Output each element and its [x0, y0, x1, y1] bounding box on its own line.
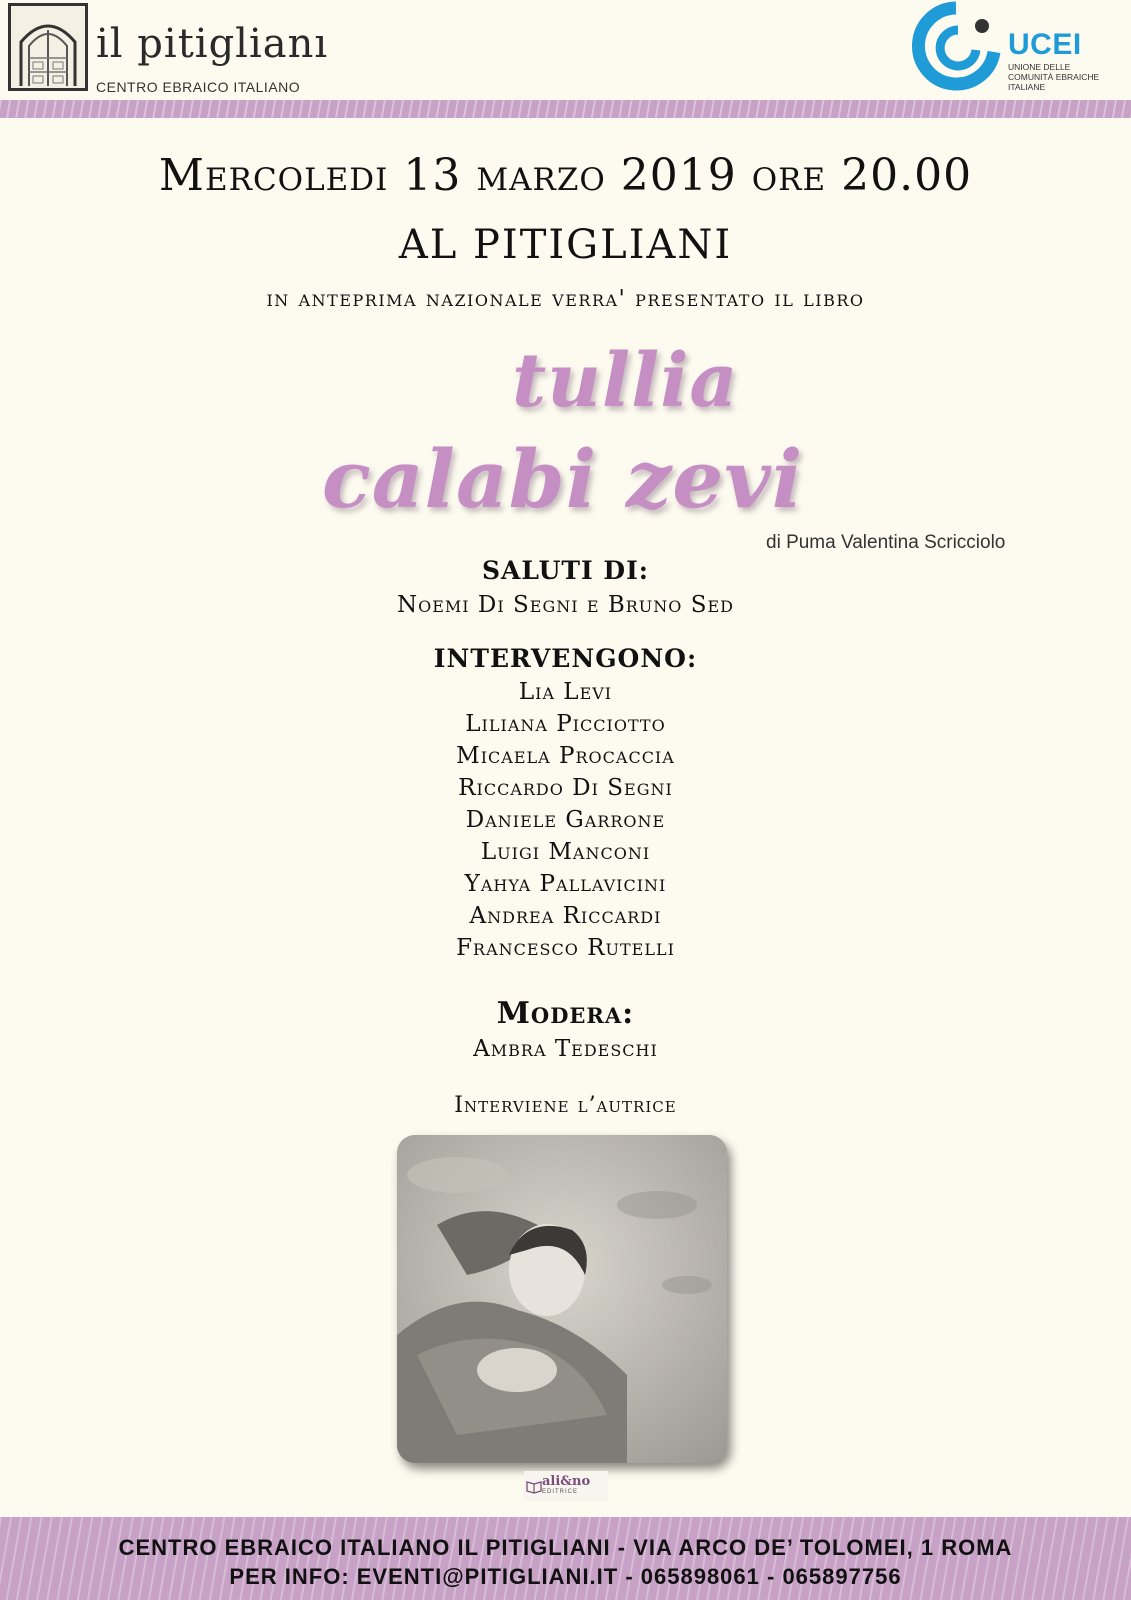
- speaker-name: Andrea Riccardi: [469, 903, 662, 929]
- event-date: Mercoledi 13 marzo 2019 ore 20.00: [158, 150, 973, 201]
- footer-info: PER INFO: EVENTI@PITIGLIANI.IT - 065898061 - 065897756: [229, 1564, 902, 1589]
- ucei-blue-swirl-logo-icon: [912, 0, 1012, 92]
- speakers-list: [0, 676, 1131, 964]
- speakers-label: INTERVENGONO:: [433, 644, 698, 673]
- author-photo: [397, 1135, 727, 1463]
- ucei-logo-subtitle: [1008, 62, 1118, 92]
- pitigliani-logo-name: il pitiglianı: [96, 21, 329, 67]
- top-decorative-band: [0, 100, 1131, 118]
- pitigliani-logo-subtitle: CENTRO EBRAICO ITALIANO: [96, 79, 301, 95]
- moderator-name: Ambra Tedeschi: [473, 1036, 658, 1062]
- ucei-logo: [912, 0, 1127, 98]
- footer-address: CENTRO EBRAICO ITALIANO IL PITIGLIANI - VIA ARCO DE’ TOLOMEI, 1 ROMA: [118, 1535, 1013, 1560]
- poster-header: [0, 0, 1131, 102]
- publisher-subtitle: EDITRICE: [542, 1489, 579, 1495]
- speaker-name: Francesco Rutelli: [456, 935, 675, 961]
- book-title-line2: calabi zevi: [322, 432, 804, 526]
- ucei-subtitle-line: ITALIANE: [1008, 82, 1046, 92]
- publisher-name: ali&no: [542, 1474, 591, 1489]
- speaker-name: Micaela Procaccia: [456, 743, 675, 769]
- speaker-name: Lia Levi: [518, 679, 613, 705]
- pitigliani-logo: [8, 3, 338, 95]
- ucei-subtitle-line: UNIONE DELLE: [1008, 62, 1071, 72]
- ucei-logo-name: UCEI: [1008, 28, 1082, 61]
- event-venue: AL PITIGLIANI: [398, 222, 733, 268]
- speaker-name: Liliana Picciotto: [465, 711, 666, 737]
- speaker-name: Yahya Pallavicini: [464, 871, 667, 897]
- ucei-subtitle-line: COMUNITÀ EBRAICHE: [1008, 72, 1100, 82]
- moderator-label: Modera:: [496, 996, 635, 1031]
- speaker-name: Luigi Manconi: [480, 839, 651, 865]
- book-author: di Puma Valentina Scricciolo: [766, 532, 1006, 553]
- greetings-names: Noemi Di Segni e Bruno Sed: [397, 592, 734, 618]
- speaker-name: Daniele Garrone: [465, 807, 666, 833]
- publisher-logo: [524, 1471, 608, 1501]
- book-title-line1: tullia: [512, 338, 739, 424]
- arched-doorway-logo-icon: [8, 3, 88, 91]
- greetings-label: SALUTI DI:: [481, 556, 650, 585]
- speaker-name: Riccardo Di Segni: [458, 775, 673, 801]
- open-book-icon: [526, 1478, 542, 1494]
- author-note: Interviene l’autrice: [454, 1093, 677, 1118]
- event-preview-line: in anteprima nazionale verra' presentato il libro: [266, 286, 865, 312]
